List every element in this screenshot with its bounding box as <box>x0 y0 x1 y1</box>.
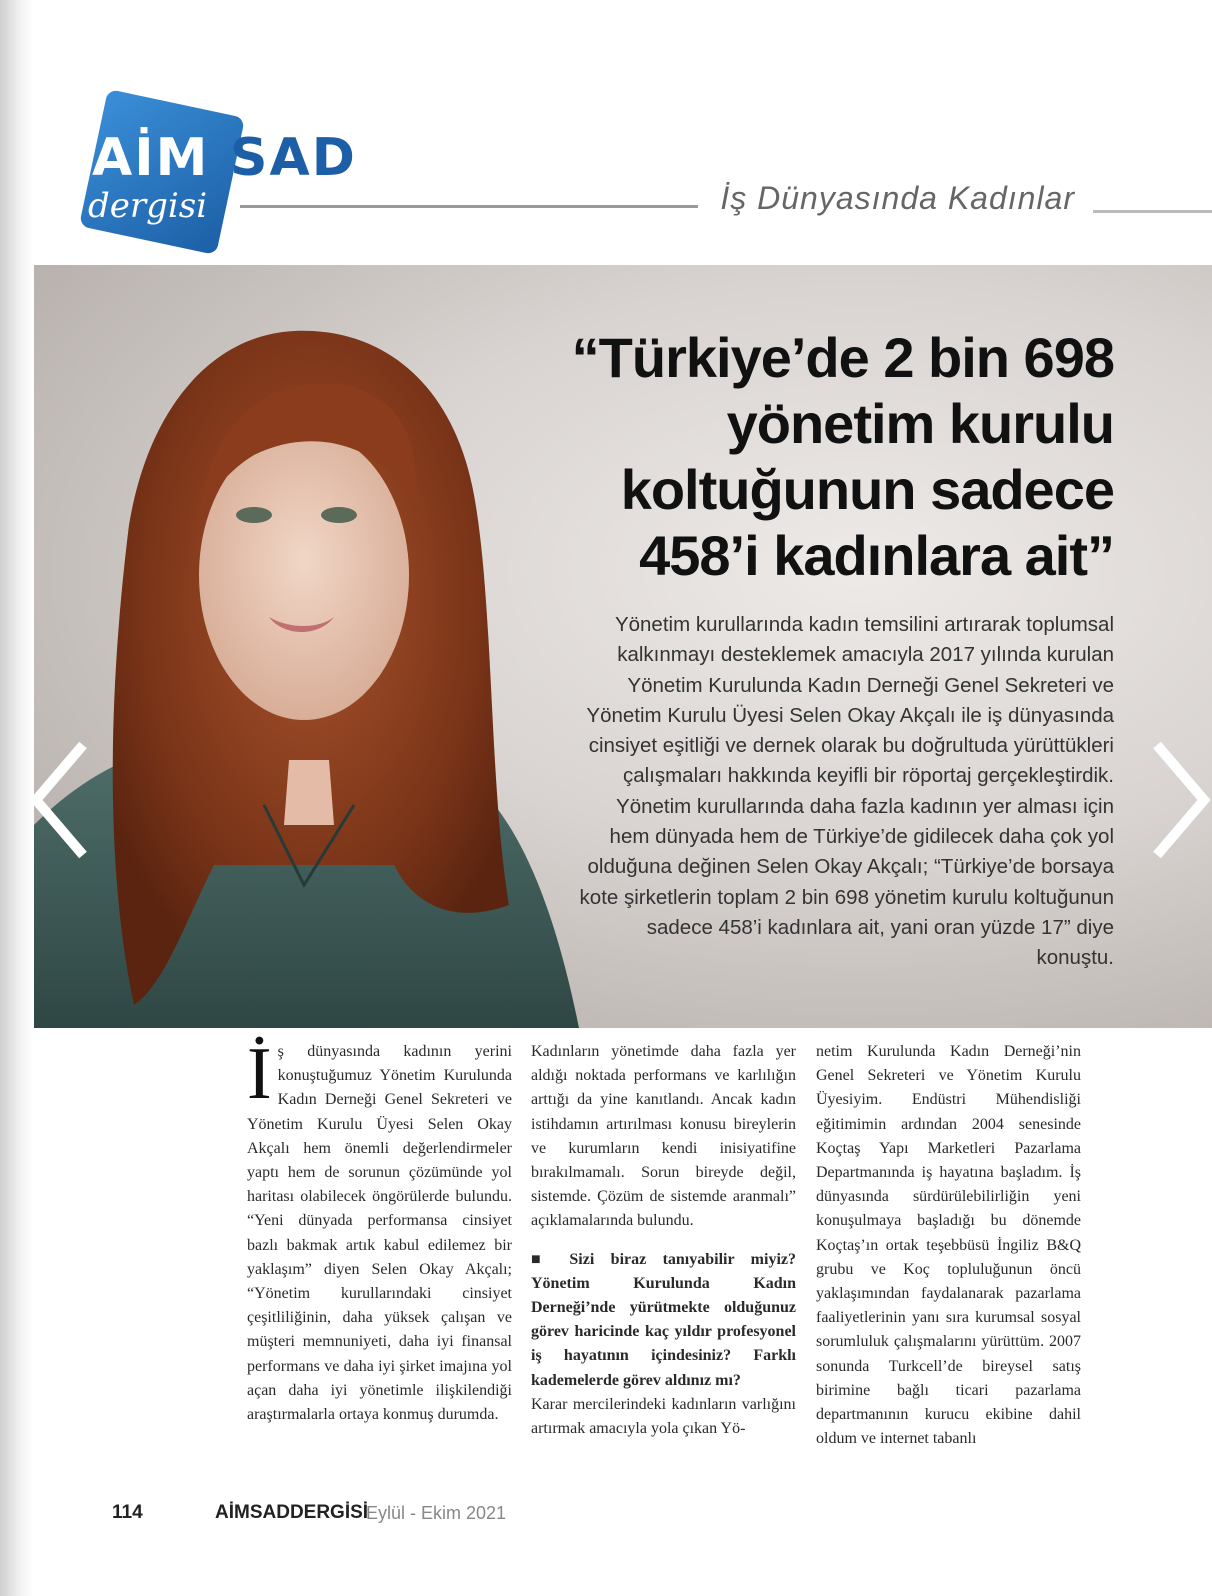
hero-image <box>34 265 1212 1028</box>
header-rule-right <box>1093 210 1212 213</box>
header-rule-left <box>240 205 698 208</box>
logo-subtitle: dergisi <box>88 186 208 226</box>
logo-sad-text: SAD <box>230 128 357 188</box>
page-footer <box>0 1502 1212 1532</box>
article-column-3 <box>816 1040 1081 1451</box>
logo-aim-text: AİM <box>92 128 210 188</box>
column-2-text-a: Kadınların yönetimde daha fazla yer aldığı noktada performans ve karlılığın arttığı da yine kanıtlandı. Ancak kadın istihdamın artırılması konusu bireylerin ve kurumların kendi inisiyatifine bırakılmamalı. Sorun bireyde değil, sistemde. Çözüm de sistemde aranmalı” açıklamalarında bulundu. <box>531 1043 796 1230</box>
article-column-1 <box>247 1033 512 1427</box>
drop-cap: İ <box>247 1033 272 1115</box>
section-title: İş Dünyasında Kadınlar <box>720 180 1075 216</box>
column-1-text: ş dünyasında kadının yerini konuştuğumuz Yönetim Kurulunda Kadın Derneği Genel Sekreteri ve Yönetim Kurulu Üyesi Selen Okay Akçalı hem önemli değerlendirmeler yaptı hem de sorunun çözümünde yol haritası olabilecek öngörülerde bulundu. “Yeni dünyada performansa cinsiyet bazlı bakmak artık kabul edilemez bir yaklaşım” diyen Selen Okay Akçalı; “Yönetim kurullarındaki cinsiyet çeşitliliğinin, daha yüksek çalışan ve müşteri memnuniyeti, daha iyi finansal performans ve daha iyi şirket imajına yol açan daha iyi yönetimle ilişkilendiği araştırmalarla ortaya konmuş durumda. <box>247 1043 512 1424</box>
interview-question: ■ Sizi biraz tanıyabilir miyiz? Yönetim Kurulunda Kadın Derneği’nde yürütmekte olduğunuz görev haricinde kaç yıldır profesyonel iş hayatının içindesiniz? Farklı kademelerde görev aldınız mı? <box>531 1248 796 1393</box>
article-column-2 <box>531 1040 796 1441</box>
page-number: 114 <box>112 1502 143 1523</box>
headline: “Türkiye’de 2 bin 698 yönetim kurulu koltuğunun sadece 458’i kadınlara ait” <box>571 326 1114 587</box>
chevron-right-icon[interactable] <box>1152 740 1212 860</box>
aimsad-logo <box>82 100 402 260</box>
issue-date: Eylül - Ekim 2021 <box>366 1503 507 1523</box>
intro-paragraph: Yönetim kurullarında kadın temsilini artırarak toplumsal kalkınmayı desteklemek amacıyla 2017 yılında kurulan Yönetim Kurulunda Kadın Derneği Genel Sekreteri ve Yönetim Kurulu Üyesi Selen Okay Akçalı ile iş dünyasında cinsiyet eşitliği ve dernek olarak bu doğrultuda yürüttükleri çalışmaları hakkında keyifli bir röportaj gerçekleştirdik. Yönetim kurullarında daha fazla kadının yer alması için hem dünyada hem de Türkiye’de gidilecek daha çok yol olduğuna değinen Selen Okay Akçalı; “Türkiye’de borsaya kote şirketlerin toplam 2 bin 698 yönetim kurulu koltuğunun sadece 458’i kadınlara ait, yani oran yüzde 17” diye konuştu. <box>579 613 1114 970</box>
chevron-left-icon[interactable] <box>28 740 88 860</box>
column-2-text-b: Karar mercilerindeki kadınların varlığını artırmak amacıyla yola çıkan Yö- <box>531 1395 796 1438</box>
magazine-name: AİMSADDERGİSİ <box>215 1502 369 1523</box>
column-3-text: netim Kurulunda Kadın Derneği’nin Genel Sekreteri ve Yönetim Kurulu Üyesiyim. Endüstri Mühendisliği eğitimimin ardından 2004 senesinde Koçtaş Yapı Marketleri Pazarlama Departmanında iş hayatına başladım. İş dünyasında sürdürülebilirliğin yeni konuşulmaya başladığı bu dönemde Koçtaş’ın ortak teşebbüsü İngiliz B&Q grubu ve Koç topluluğunun öncü yaklaşımından faydalanarak pazarlama faaliyetlerinin yanı sıra kurumsal sosyal sorumluluk çalışmalarını yürüttüm. 2007 sonunda Turkcell’de bireysel satış birimine bağlı ticari pazarlama departmanının kurucu ekibine dahil oldum ve internet tabanlı <box>816 1043 1081 1448</box>
